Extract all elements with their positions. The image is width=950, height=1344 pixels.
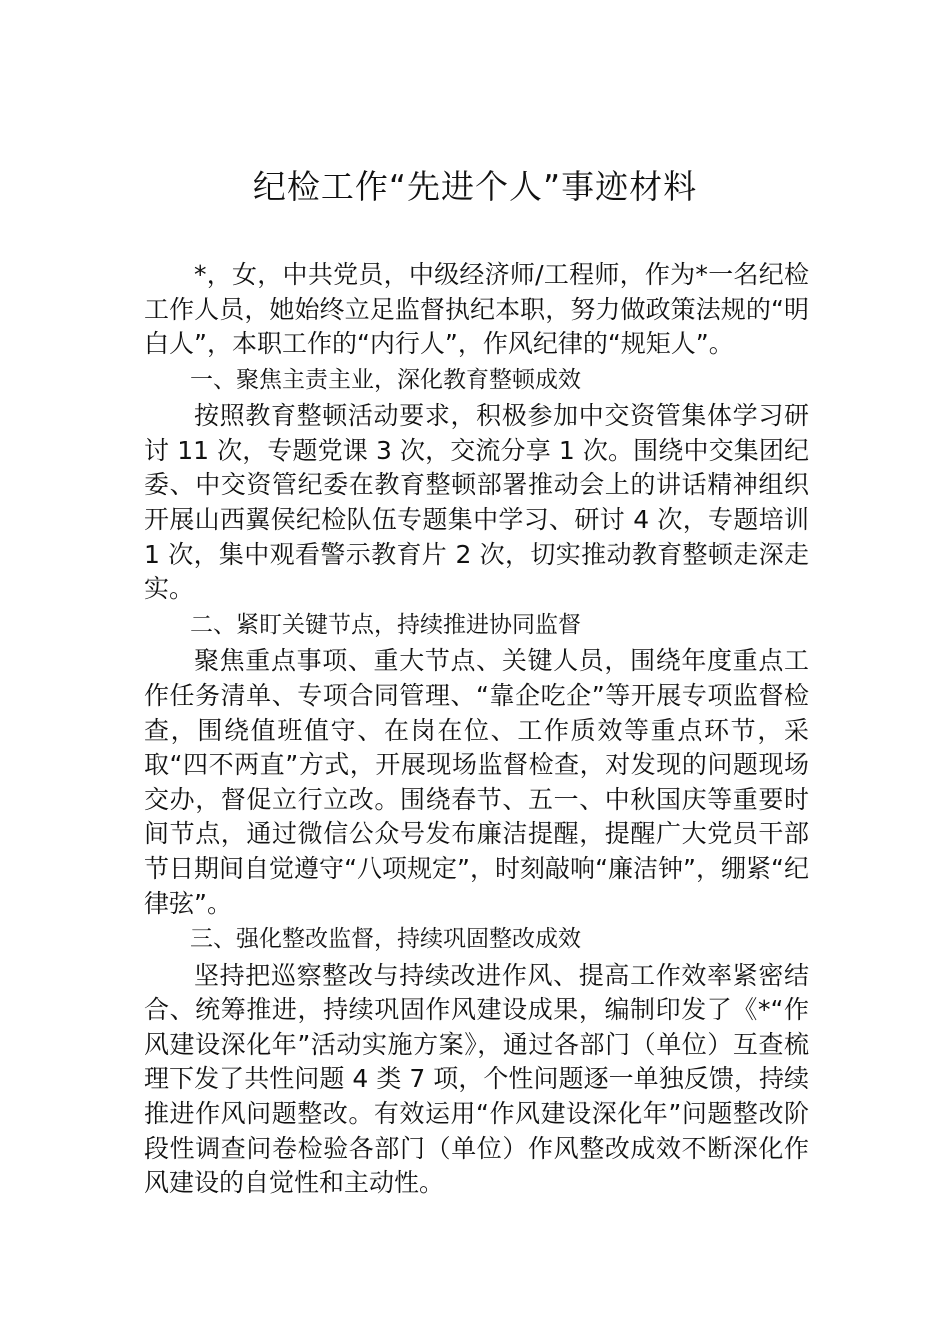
document-body bbox=[144, 258, 809, 1201]
section-1-paragraph: 按照教育整顿活动要求，积极参加中交资管集体学习研讨 11 次，专题党课 3 次，交流分享 1 次。围绕中交集团纪委、中交资管纪委在教育整顿部署推动会上的讲话精神组织开展山西翼侯纪检队伍专题集中学习、研讨 4 次，专题培训 1 次，集中观看警示教育片 2 次，切实推动教育整顿走深走实。 bbox=[144, 401, 809, 604]
intro-paragraph: *，女，中共党员，中级经济师/工程师，作为*一名纪检工作人员，她始终立足监督执纪本职，努力做政策法规的“明白人”，本职工作的“内行人”，作风纪律的“规矩人”。 bbox=[144, 260, 809, 359]
section-2-heading: 二、紧盯关键节点，持续推进协同监督 bbox=[190, 611, 581, 638]
section-3-heading: 三、强化整改监督，持续巩固整改成效 bbox=[190, 926, 581, 953]
section-1-heading: 一、聚焦主责主业，深化教育整顿成效 bbox=[190, 366, 581, 393]
section-2-paragraph: 聚焦重点事项、重大节点、关键人员，围绕年度重点工作任务清单、专项合同管理、“靠企吃企”等开展专项监督检查，围绕值班值守、在岗在位、工作质效等重点环节，采取“四不两直”方式，开展现场监督检查，对发现的问题现场交办，督促立行立改。围绕春节、五一、中秋国庆等重要时间节点，通过微信公众号发布廉洁提醒，提醒广大党员干部节日期间自觉遵守“八项规定”，时刻敲响“廉洁钟”，绷紧“纪律弦”。 bbox=[144, 646, 809, 918]
section-3-paragraph: 坚持把巡察整改与持续改进作风、提高工作效率紧密结合、统筹推进，持续巩固作风建设成果，编制印发了《*“作风建设深化年”活动实施方案》，通过各部门（单位）互查梳理下发了共性问题 4 类 7 项，个性问题逐一单独反馈，持续推进作风问题整改。有效运用“作风建设深化年”问题整改阶段性调查问卷检验各部门（单位）作风整改成效不断深化作风建设的自觉性和主动性。 bbox=[144, 960, 809, 1198]
document-title: 纪检工作“先进个人”事迹材料 bbox=[252, 167, 698, 206]
